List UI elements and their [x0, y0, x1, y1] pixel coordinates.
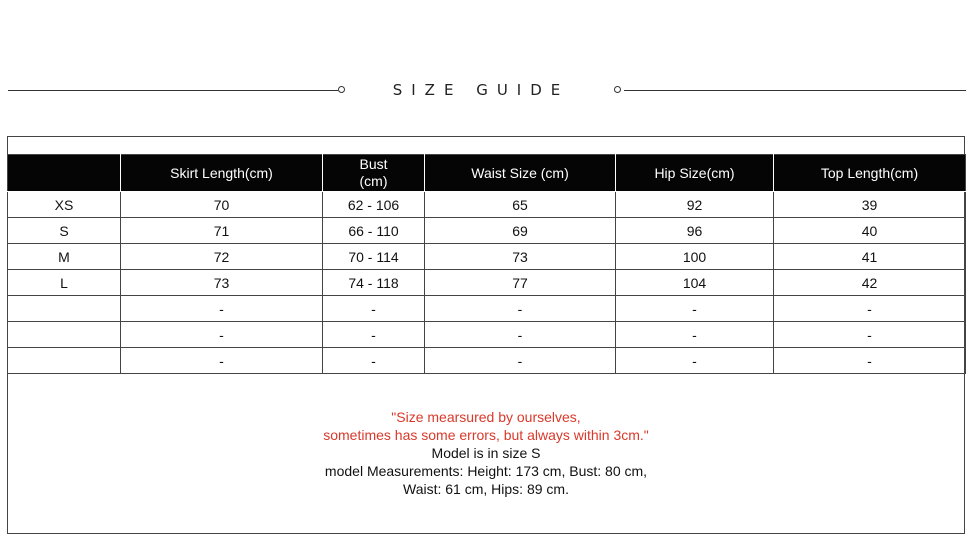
cell-waist: - [425, 296, 616, 322]
cell-top-length: 39 [774, 192, 966, 218]
table-row [8, 244, 966, 270]
cell-top-length: 42 [774, 270, 966, 296]
cell-top-length: - [774, 348, 966, 374]
header-top-length: Top Length(cm) [774, 155, 966, 192]
cell-size: XS [8, 192, 121, 218]
cell-bust: 62 - 106 [323, 192, 425, 218]
table-row [8, 322, 966, 348]
cell-size [8, 322, 121, 348]
size-notes [7, 408, 965, 498]
model-size-note: Model is in size S [431, 445, 541, 461]
cell-bust: - [323, 348, 425, 374]
measurement-disclaimer-line-2: sometimes has some errors, but always within 3cm." [323, 427, 649, 443]
cell-top-length: 41 [774, 244, 966, 270]
table-row [8, 192, 966, 218]
cell-hip: 92 [616, 192, 774, 218]
cell-skirt-length: - [121, 348, 323, 374]
cell-bust: 66 - 110 [323, 218, 425, 244]
model-measurements-line-1: model Measurements: Height: 173 cm, Bust: 80 cm, [324, 463, 648, 479]
cell-top-length: - [774, 322, 966, 348]
header-waist-size: Waist Size (cm) [425, 155, 616, 192]
cell-bust: 70 - 114 [323, 244, 425, 270]
header-size [8, 155, 121, 192]
measurement-disclaimer-line-1: "Size mearsured by ourselves, [391, 409, 581, 425]
cell-waist: - [425, 348, 616, 374]
cell-skirt-length: 71 [121, 218, 323, 244]
cell-bust: - [323, 296, 425, 322]
cell-size [8, 348, 121, 374]
cell-hip: 104 [616, 270, 774, 296]
cell-hip: - [616, 348, 774, 374]
title-divider-right [624, 90, 966, 91]
model-measurements-line-2: Waist: 61 cm, Hips: 89 cm. [403, 481, 569, 497]
cell-top-length: - [774, 296, 966, 322]
cell-skirt-length: 72 [121, 244, 323, 270]
page-title: SIZE GUIDE [392, 81, 570, 99]
title-divider-left [8, 90, 338, 91]
cell-skirt-length: 73 [121, 270, 323, 296]
table-header-row [8, 155, 966, 192]
cell-size: S [8, 218, 121, 244]
cell-skirt-length: 70 [121, 192, 323, 218]
cell-waist: 69 [425, 218, 616, 244]
header-bust: Bust (cm) [323, 155, 425, 192]
cell-waist: 77 [425, 270, 616, 296]
cell-hip: 100 [616, 244, 774, 270]
cell-bust: - [323, 322, 425, 348]
size-table [7, 154, 966, 374]
title-circle-right-icon [614, 86, 621, 93]
table-body [8, 192, 966, 374]
table-row [8, 348, 966, 374]
cell-size [8, 296, 121, 322]
cell-hip: - [616, 296, 774, 322]
header-hip-size: Hip Size(cm) [616, 155, 774, 192]
cell-waist: - [425, 322, 616, 348]
title-circle-left-icon [338, 86, 345, 93]
cell-bust: 74 - 118 [323, 270, 425, 296]
cell-size: M [8, 244, 121, 270]
table-row [8, 270, 966, 296]
cell-hip: - [616, 322, 774, 348]
header-skirt-length: Skirt Length(cm) [121, 155, 323, 192]
size-guide-title-row [8, 80, 966, 100]
cell-top-length: 40 [774, 218, 966, 244]
table-row [8, 296, 966, 322]
cell-hip: 96 [616, 218, 774, 244]
cell-waist: 73 [425, 244, 616, 270]
cell-size: L [8, 270, 121, 296]
cell-waist: 65 [425, 192, 616, 218]
cell-skirt-length: - [121, 322, 323, 348]
cell-skirt-length: - [121, 296, 323, 322]
table-row [8, 218, 966, 244]
